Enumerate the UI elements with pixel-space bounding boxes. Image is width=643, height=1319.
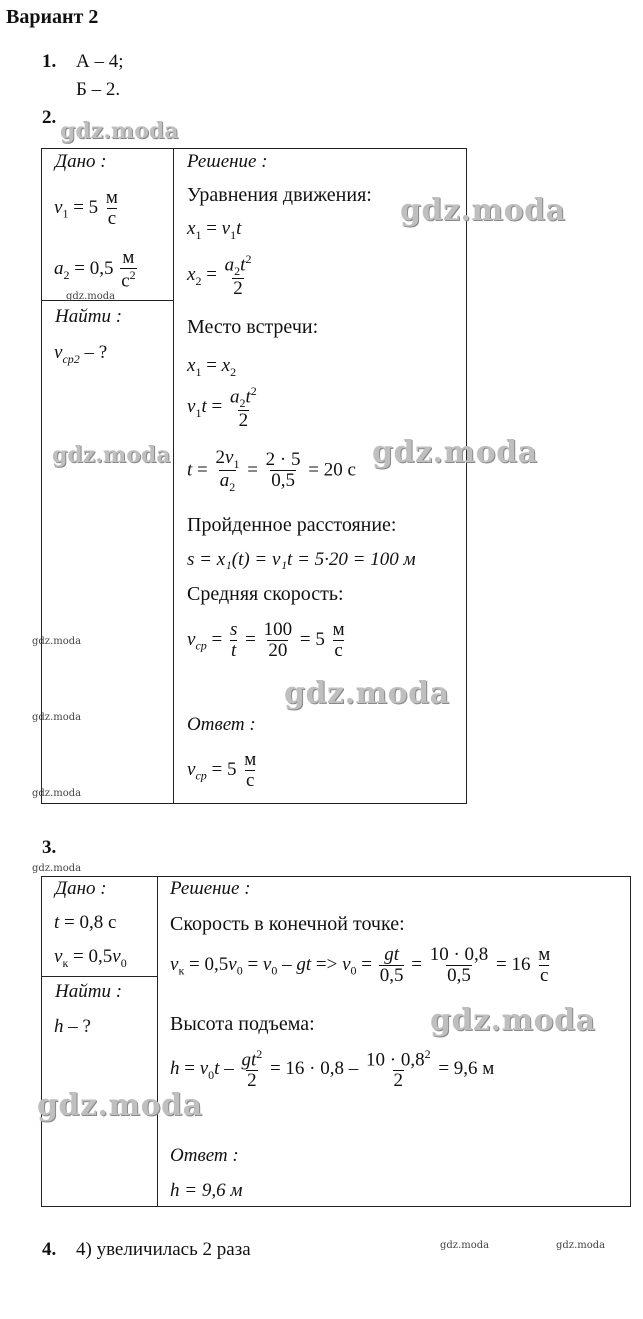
task3-find-label: Найти : (55, 981, 123, 1002)
task3-speed-end: Скорость в конечной точке: (170, 913, 405, 935)
answer-1b: Б – 2. (76, 79, 121, 100)
watermark: gdz.moda (556, 1240, 606, 1251)
task2-avg-speed: Средняя скорость: (187, 583, 344, 605)
page-title: Вариант 2 (6, 6, 99, 28)
task2-given-label: Дано : (55, 151, 107, 172)
watermark: gdz.moda (32, 788, 82, 799)
watermark: gdz.moda (430, 1003, 596, 1038)
task2-t-formula: t = $\frac{2v_1}{a_2}$ = $\frac{2 \cdot 5}{0,5}$ = 20 с (187, 447, 356, 495)
watermark: gdz.moda (60, 118, 179, 144)
task2-eq-motion: Уравнения движения: (187, 184, 372, 206)
watermark: gdz.moda (440, 1240, 490, 1251)
task3-answer-label: Ответ : (170, 1145, 239, 1166)
task2-find-label: Найти : (55, 306, 123, 327)
answer-1a: А – 4; (76, 51, 124, 72)
task3-given-vk: $v_к = 0,5v_0$ (54, 946, 127, 970)
task2-v1t: $v_1t$ = $\frac{a_2t^2}{2}$ (187, 384, 257, 431)
task2-divider (173, 148, 174, 804)
item-number-2: 2. (42, 107, 57, 128)
task2-find: $v_{ср2}$ – ? (54, 342, 108, 366)
task3-solution-label: Решение : (170, 878, 251, 899)
watermark: gdz.moda (66, 291, 116, 302)
task2-vcp-formula: $v_{ср}$ = $\frac{s}{t}$ = $\frac{100}{20}$ = 5 $\frac{м}{с}$ (187, 619, 345, 661)
watermark: gdz.moda (372, 435, 538, 470)
item-number-1: 1. (42, 51, 57, 72)
item-number-4: 4. (42, 1239, 57, 1260)
task2-meeting: Место встречи: (187, 316, 319, 338)
task2-given-v1: $v_1 = 5$ $\frac{м}{с}$ (54, 187, 118, 229)
watermark: gdz.moda (32, 863, 82, 874)
task3-v0-formula: $v_к = 0,5v_0 = v_0$ – gt => $v_0$ = $\frac{gt}{0,5}$ = $\frac{10 \cdot 0,8}{0,5}$ = 16 $\frac{м}{с}$ (170, 944, 551, 986)
task2-t-value: 20 с (323, 459, 356, 481)
task3-find: h – ? (54, 1016, 91, 1037)
task2-x1: $x_1 = v_1t$ (187, 218, 242, 242)
watermark: gdz.moda (32, 712, 82, 723)
task2-answer: $v_{ср} = 5$ $\frac{м}{с}$ (187, 749, 257, 791)
watermark: gdz.moda (52, 442, 171, 468)
watermark: gdz.moda (400, 193, 566, 228)
watermark: gdz.moda (32, 636, 82, 647)
task2-x1-eq-x2: $x_1 = x_2$ (187, 355, 237, 379)
task2-s-formula: s = x₁(t) = v₁t = 5·20 = 100 м (187, 549, 416, 570)
answer-4: 4) увеличилась 2 раза (76, 1239, 251, 1260)
task2-answer-label: Ответ : (187, 714, 256, 735)
task3-given-label: Дано : (55, 878, 107, 899)
task2-given-a2: $a_2 = 0,5$ $\frac{м}{с^2}$ (54, 247, 136, 292)
task2-solution-label: Решение : (187, 151, 268, 172)
watermark: gdz.moda (284, 676, 450, 711)
task3-height: Высота подъема: (170, 1013, 315, 1035)
task3-h-formula: $h = v_0t$ – $\frac{gt^2}{2}$ = 16 · 0,8 – $\frac{10 \cdot 0,8^2}{2}$ = 9,6 м (170, 1047, 495, 1092)
task3-given-separator (41, 976, 158, 977)
task2-x2: $x_2$ = $\frac{a_2t^2}{2}$ (187, 252, 252, 299)
task2-distance: Пройденное расстояние: (187, 514, 397, 536)
task3-divider (157, 876, 158, 1207)
task3-given-t: t = 0,8 с (54, 912, 117, 933)
task3-answer: h = 9,6 м (170, 1180, 243, 1201)
watermark: gdz.moda (37, 1088, 203, 1123)
item-number-3: 3. (42, 837, 57, 858)
